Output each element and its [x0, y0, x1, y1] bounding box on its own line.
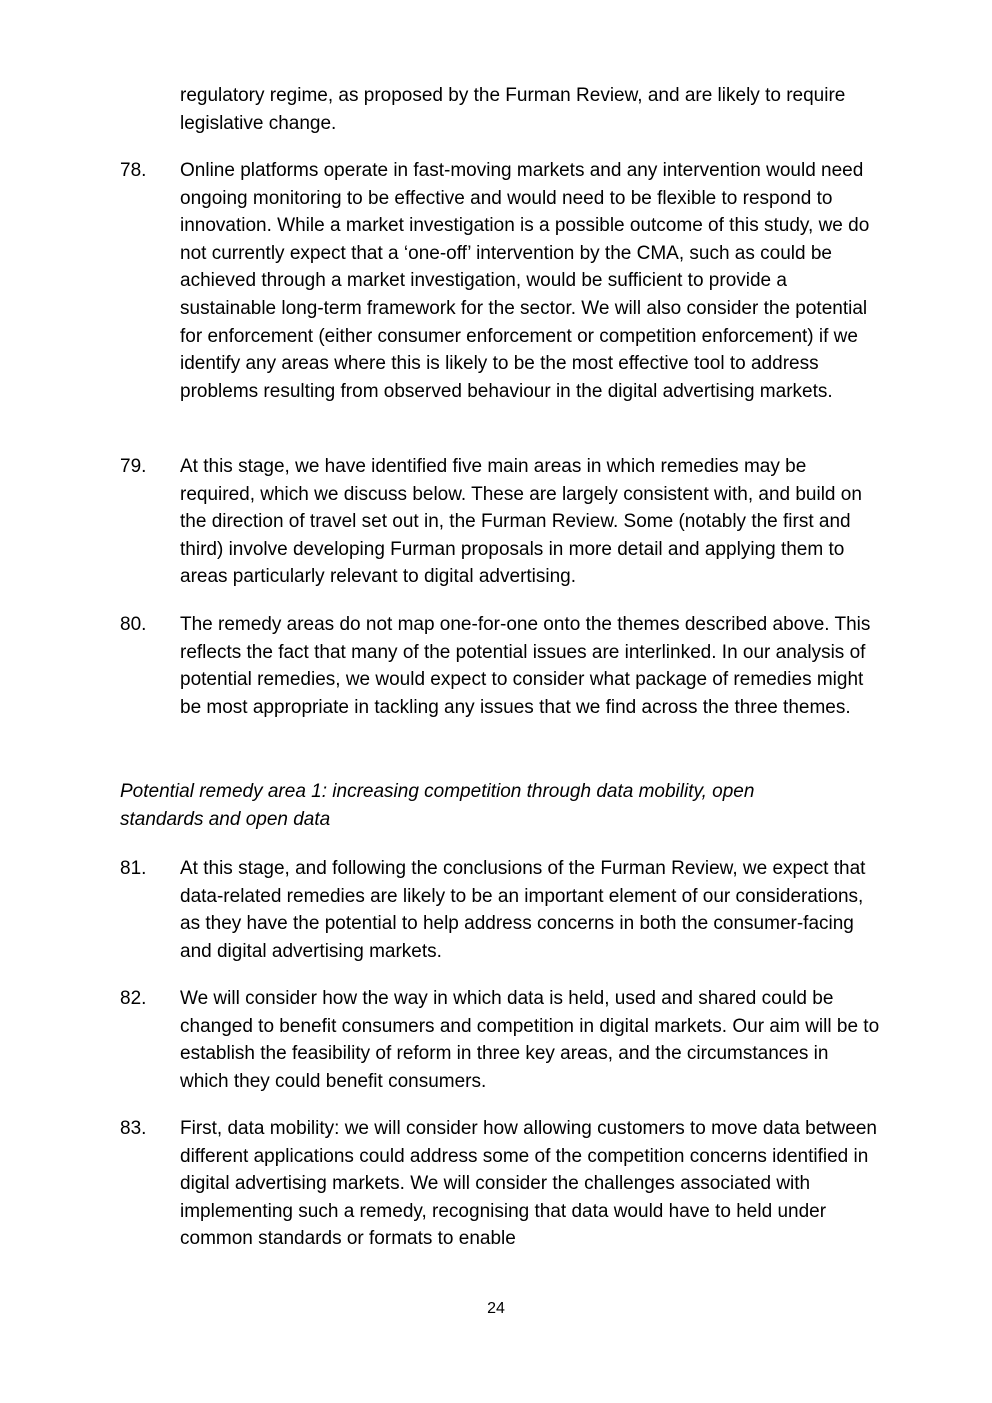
paragraph-79 — [120, 453, 880, 591]
paragraph-80 — [120, 611, 880, 721]
paragraph-text: The remedy areas do not map one-for-one onto the themes described above. This reflects the fact that many of the potential issues are interlinked. In our analysis of potential remedies, we would expect to consider what package of remedies might be most appropriate in tackling any issues that we find across the three themes. — [180, 614, 871, 718]
paragraph-81 — [120, 855, 880, 965]
paragraph-number: 82. — [120, 988, 147, 1009]
page-number: 24 — [487, 1300, 505, 1317]
section-heading: Potential remedy area 1: increasing competition through data mobility, open standards and open data — [120, 781, 755, 830]
continuation-text: regulatory regime, as proposed by the Furman Review, and are likely to require legislative change. — [180, 85, 846, 134]
paragraph-text: At this stage, and following the conclusions of the Furman Review, we expect that data-related remedies are likely to be an important element of our considerations, as they have the potential to help address concerns in both the consumer-facing and digital advertising markets. — [180, 858, 866, 962]
paragraph-text: First, data mobility: we will consider how allowing customers to move data between different applications could address some of the competition concerns identified in digital advertising markets. We will consider the challenges associated with implementing such a remedy, recognising that data would have to held under common standards or formats to enable — [180, 1118, 877, 1250]
paragraph-number: 83. — [120, 1118, 147, 1139]
paragraph-82 — [120, 985, 880, 1095]
paragraph-text: We will consider how the way in which data is held, used and shared could be changed to benefit consumers and competition in digital markets. Our aim will be to establish the feasibility of reform in three key areas, and the circumstances in which they could benefit consumers. — [180, 988, 880, 1092]
paragraph-number: 78. — [120, 160, 147, 181]
paragraph-text: At this stage, we have identified five main areas in which remedies may be required, which we discuss below. These are largely consistent with, and build on the direction of travel set out in, the Furman Review. Some (notably the first and third) involve developing Furman proposals in more detail and applying them to areas particularly relevant to digital advertising. — [180, 456, 862, 588]
paragraph-number: 80. — [120, 614, 147, 635]
paragraph-78 — [120, 157, 880, 405]
paragraph-number: 81. — [120, 858, 147, 879]
paragraph-83 — [120, 1115, 880, 1253]
paragraph-text: Online platforms operate in fast-moving markets and any intervention would need ongoing monitoring to be effective and would need to be flexible to respond to innovation. While a market investigation is a possible outcome of this study, we do not currently expect that a ‘one-off’ intervention by the CMA, such as could be achieved through a market investigation, would be sufficient to provide a sustainable long-term framework for the sector. We will also consider the potential for enforcement (either consumer enforcement or competition enforcement) if we identify any areas where this is likely to be the most effective tool to address problems resulting from observed behaviour in the digital advertising markets. — [180, 160, 870, 402]
paragraph-number: 79. — [120, 456, 147, 477]
